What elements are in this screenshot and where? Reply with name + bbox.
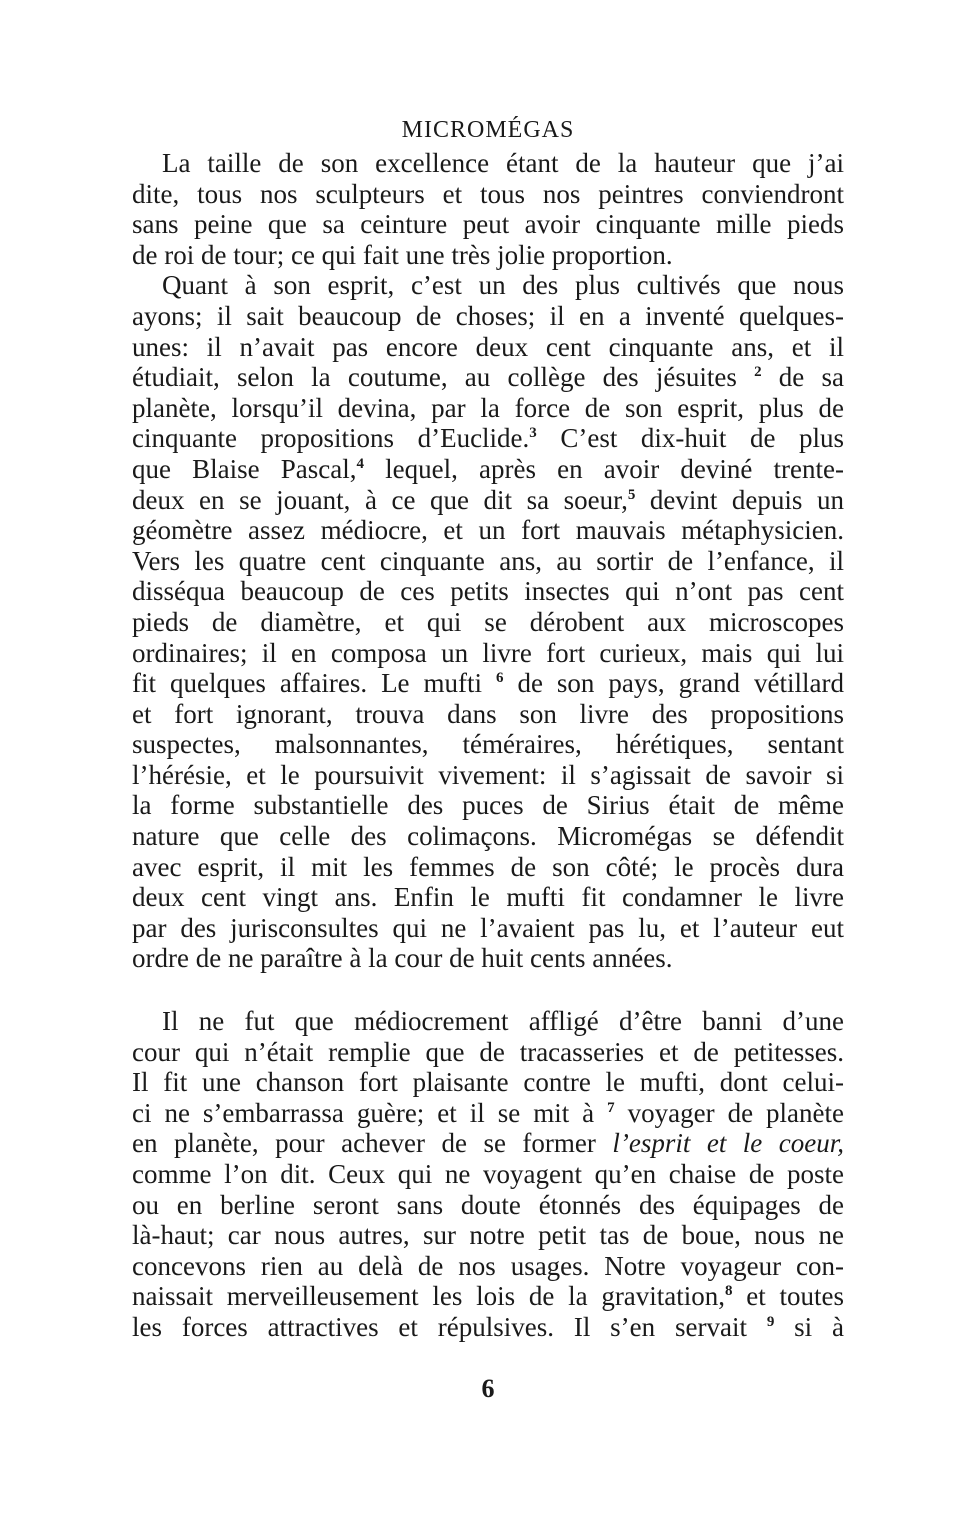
text-segment: cinquante propositions d’Euclide. [132, 423, 530, 454]
text-line [132, 362, 844, 393]
text-line: sans peine que sa ceinture peut avoir cinquante mille pieds [132, 209, 844, 240]
footnote-marker: 4 [356, 455, 365, 472]
text-line [132, 1312, 844, 1343]
paragraph-1 [132, 148, 844, 270]
text-segment: les forces attractives et répulsives. Il s’en servait [132, 1311, 767, 1342]
text-line [132, 454, 844, 485]
text-line: la forme substantielle des puces de Sirius était de même [132, 790, 844, 821]
text-segment: de son pays, grand vétillard [503, 668, 844, 699]
text-line: Il fit une chanson fort plaisante contre le mufti, dont celui- [132, 1067, 844, 1098]
text-line [132, 1128, 844, 1159]
text-line: géomètre assez médiocre, et un fort mauvais métaphysicien. [132, 515, 844, 546]
paragraph-3 [132, 1006, 844, 1343]
text-line [132, 1098, 844, 1129]
text-line [132, 668, 844, 699]
text-segment: lequel, après en avoir deviné trente- [364, 453, 844, 484]
text-line: de roi de tour; ce qui fait une très jolie proportion. [132, 239, 673, 270]
text-line: ayons; il sait beaucoup de choses; il en a inventé quelques- [132, 300, 844, 331]
text-line: l’hérésie, et le poursuivit vivement: il s’agissait de savoir si [132, 759, 844, 790]
text-segment: fit quelques affaires. Le mufti [132, 668, 496, 699]
page-number: 6 [481, 1374, 495, 1403]
text-segment: en planète, pour achever de se former [132, 1128, 613, 1159]
text-segment: ci ne s’embarrassa guère; et il se mit à [132, 1097, 608, 1128]
text-line: unes: il n’avait pas encore deux cent cinquante ans, et il [132, 331, 844, 362]
text-line: Vers les quatre cent cinquante ans, au sortir de l’enfance, il [132, 545, 844, 576]
text-line: ou en berline seront sans doute étonnés des équipages de [132, 1189, 844, 1220]
text-line: ordre de ne paraître à la cour de huit cents années. [132, 943, 673, 974]
text-line: La taille de son excellence étant de la hauteur que j’ai [162, 148, 844, 178]
text-line: pieds de diamètre, et qui se dérobent aux microscopes [132, 606, 844, 637]
text-line: ordinaires; il en composa un livre fort curieux, mais qui lui [132, 637, 844, 668]
text-segment: voyager de planète [614, 1097, 844, 1128]
text-line [132, 1281, 844, 1312]
text-segment: naissait merveilleusement les lois de la gravitation, [132, 1281, 726, 1312]
text-line: planète, lorsqu’il devina, par la force de son esprit, plus de [132, 392, 844, 423]
text-line: là-haut; car nous autres, sur notre petit tas de boue, nous ne [132, 1220, 844, 1251]
text-line [132, 485, 844, 516]
paragraph-2 [132, 270, 844, 974]
text-segment: de sa [761, 362, 844, 393]
text-line: Il ne fut que médiocrement affligé d’être banni d’une [162, 1006, 844, 1037]
footnote-marker: 8 [725, 1283, 733, 1300]
footnote-marker: 9 [766, 1313, 775, 1330]
text-line: par des jurisconsultes qui ne l’avaient pas lu, et l’auteur eut [132, 912, 844, 943]
running-head: MICROMÉGAS [401, 117, 575, 143]
footnote-marker: 7 [607, 1099, 615, 1116]
paragraph-spacer [132, 974, 844, 1006]
text-segment: que Blaise Pascal, [132, 453, 357, 484]
text-line: concevons rien au delà de nos usages. Notre voyageur con- [132, 1250, 844, 1281]
italic-phrase: l’esprit et le coeur, [612, 1128, 844, 1159]
footnote-marker: 6 [495, 670, 504, 687]
text-line: et fort ignorant, trouva dans son livre des propositions [132, 698, 844, 729]
text-segment: C’est dix-huit de plus [536, 423, 845, 454]
book-page [132, 112, 845, 1403]
text-line: avec esprit, il mit les femmes de son côté; le procès dura [132, 851, 844, 882]
text-segment: et toutes [732, 1281, 844, 1312]
text-line: comme l’on dit. Ceux qui ne voyagent qu’en chaise de poste [132, 1159, 844, 1189]
text-line: nature que celle des colimaçons. Micromégas se défendit [132, 821, 844, 852]
text-segment: si à [774, 1311, 844, 1342]
text-line: cour qui n’était remplie que de tracasseries et de petitesses. [132, 1036, 844, 1067]
text-segment: étudiait, selon la coutume, au collège des jésuites [132, 362, 755, 393]
text-line [132, 423, 844, 454]
text-segment: devint depuis un [635, 484, 844, 515]
text-segment: deux en se jouant, à ce que dit sa soeur, [132, 484, 628, 515]
footnote-marker: 2 [754, 364, 762, 381]
text-line: deux cent vingt ans. Enfin le mufti fit condamner le livre [132, 882, 844, 913]
footnote-marker: 5 [627, 486, 636, 503]
text-line: Quant à son esprit, c’est un des plus cultivés que nous [162, 270, 844, 301]
text-line: suspectes, malsonnantes, téméraires, hérétiques, sentant [132, 729, 844, 760]
text-line: dite, tous nos sculpteurs et tous nos peintres conviendront [132, 178, 844, 209]
text-line: disséqua beaucoup de ces petits insectes qui n’ont pas cent [132, 576, 844, 607]
footnote-marker: 3 [529, 425, 537, 442]
